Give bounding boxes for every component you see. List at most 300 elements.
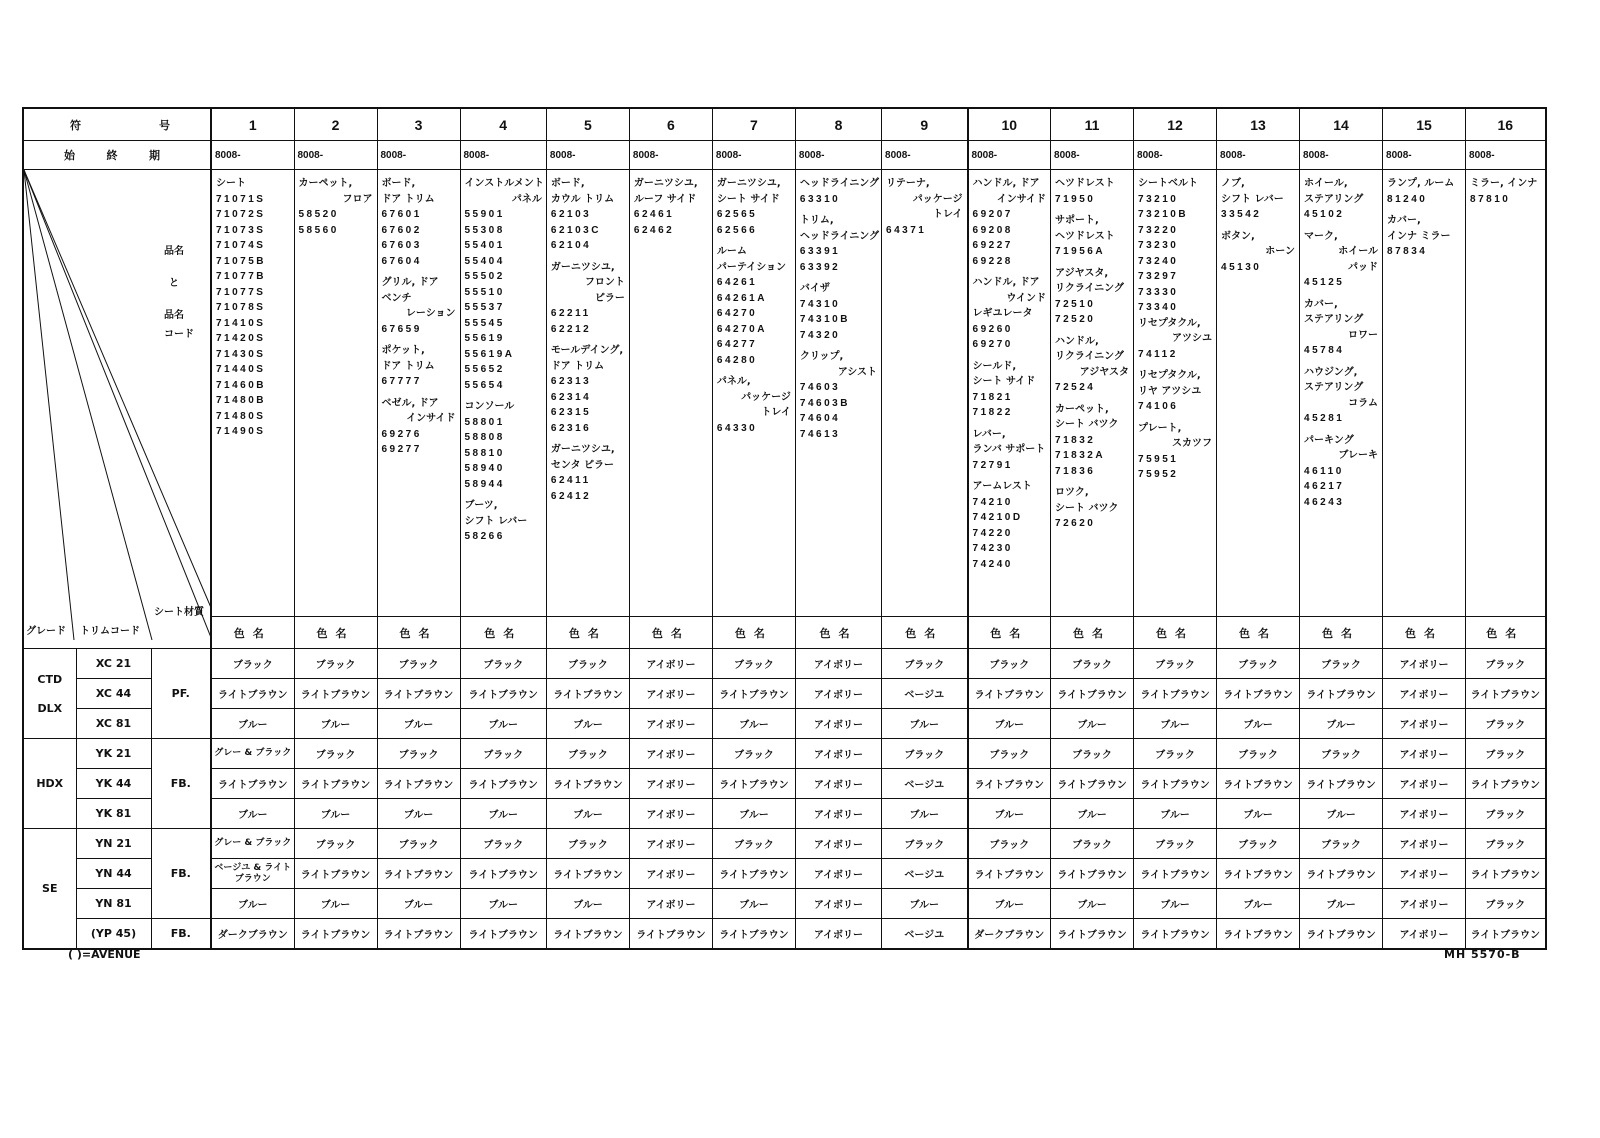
part-code: 71078S (216, 302, 266, 313)
color-cell: ブラック (712, 649, 795, 679)
trim-code-cell: YN 21 (76, 829, 151, 859)
part-name: ブーツ, (464, 500, 498, 511)
color-cell: ブラック (1051, 829, 1134, 859)
part-code: 67777 (381, 376, 422, 387)
part-code: 72510 (1055, 298, 1096, 310)
part-name: ブレーキ (1338, 450, 1379, 461)
part-code: 62565 (716, 209, 758, 220)
part-code: 55654 (464, 379, 505, 391)
part-code: 45784 (1304, 345, 1345, 356)
color-cell: アイボリー (629, 799, 712, 829)
part-code: 73297 (1138, 271, 1179, 282)
part-name: レバー, (972, 428, 1006, 440)
color-cell: ライトブラウン (1217, 679, 1300, 709)
and-label: と (169, 278, 179, 289)
color-cell: アイボリー (795, 859, 881, 889)
part-name: リセプタクル, (1138, 370, 1201, 381)
color-cell: ブルー (882, 799, 968, 829)
column-start-date: 8008- (968, 141, 1051, 170)
color-cell: ブラック (546, 739, 629, 769)
color-cell: ライトブラウン (460, 679, 546, 709)
column-number: 2 (294, 108, 377, 141)
color-cell: ブラック (1217, 829, 1300, 859)
trim-code-cell: XC 81 (76, 709, 151, 739)
color-name-header: 色名 (629, 617, 712, 649)
part-code: 71956A (1055, 246, 1106, 257)
avenue-note: ( )=AVENUE (68, 948, 141, 961)
color-cell: ブルー (1134, 709, 1217, 739)
color-cell: ブラック (1300, 739, 1383, 769)
color-cell: ライトブラウン (377, 679, 460, 709)
part-code: 55619 (464, 333, 505, 344)
part-name: リヤ アツシユ (1138, 385, 1202, 397)
part-code: 58266 (464, 531, 505, 542)
trim-row (23, 739, 1546, 769)
part-name: ドア トリム (381, 360, 435, 372)
color-cell: ベージユ (882, 769, 968, 799)
color-cell: アイボリー (629, 709, 712, 739)
part-code: 62212 (550, 323, 592, 335)
part-code: 71077S (216, 286, 266, 298)
part-code: 71460B (216, 379, 267, 391)
color-cell: ライトブラウン (1466, 919, 1546, 950)
color-name-header: 色名 (1134, 617, 1217, 649)
color-cell: ブルー (1300, 709, 1383, 739)
part-code: 73210B (1138, 209, 1189, 220)
color-cell: ブルー (712, 799, 795, 829)
part-code: 64270 (716, 308, 758, 319)
part-name: クリップ, (799, 351, 844, 362)
part-name: ハンドル, (1055, 335, 1099, 347)
period-label-1: 始 (64, 149, 75, 162)
part-code: 62462 (633, 224, 675, 236)
color-cell: ブラック (968, 649, 1051, 679)
period-label-2: 終 (106, 149, 118, 162)
part-code: 58940 (464, 463, 505, 474)
color-cell: ライトブラウン (712, 919, 795, 950)
part-name: ホーン (1265, 246, 1296, 257)
color-cell: ブルー (712, 709, 795, 739)
part-code: 72524 (1055, 382, 1096, 393)
part-name: パッケージ (912, 193, 963, 205)
part-name: ボード, (550, 178, 585, 189)
color-name-header: 色名 (460, 617, 546, 649)
trim-color-table (22, 107, 1547, 950)
color-cell: ライトブラウン (546, 679, 629, 709)
part-name: リセプタクル, (1138, 317, 1201, 329)
part-code: 74210D (972, 512, 1023, 523)
part-name: ドア トリム (550, 360, 605, 372)
part-code: 46110 (1304, 465, 1344, 477)
part-name: アツシユ (1172, 333, 1213, 344)
trim-row (23, 709, 1546, 739)
color-name-header: 色名 (294, 617, 377, 649)
part-code: 62566 (716, 224, 758, 236)
color-cell: ブラック (1466, 829, 1546, 859)
part-code: 72791 (972, 459, 1013, 471)
color-cell: ブラック (712, 739, 795, 769)
part-name: ガーニツシユ, (633, 178, 698, 189)
color-cell: ブラック (712, 829, 795, 859)
part-name: ベゼル, ドア (381, 397, 439, 409)
part-name: フロア (342, 193, 373, 205)
part-code: 71071S (216, 193, 266, 205)
part-name: シフト レバー (1221, 193, 1284, 205)
part-code: 62104 (550, 240, 592, 251)
color-cell: ライトブラウン (1217, 859, 1300, 889)
column-start-date: 8008- (546, 141, 629, 170)
corner-diagram (23, 170, 211, 649)
part-name: レーション (405, 308, 456, 319)
part-code: 69277 (381, 444, 422, 455)
column-start-date: 8008- (211, 141, 294, 170)
trim-code-cell: YK 81 (76, 799, 151, 829)
part-code: 71430S (216, 348, 266, 360)
color-cell: ライトブラウン (460, 919, 546, 950)
part-code: 62313 (550, 376, 592, 387)
sign-header (23, 108, 211, 141)
color-name-header: 色名 (211, 617, 294, 649)
trim-code-cell: YN 81 (76, 889, 151, 919)
part-code: 58808 (464, 432, 505, 443)
part-name: アジヤスタ, (1055, 267, 1109, 279)
part-code: 74613 (799, 428, 841, 440)
part-name: ボタン, (1221, 230, 1255, 242)
part-code: 73230 (1138, 240, 1179, 251)
part-name: ホイール, (1304, 178, 1348, 189)
column-start-date: 8008- (1217, 141, 1300, 170)
part-name: サポート, (1055, 215, 1099, 226)
part-code: 64371 (886, 224, 927, 236)
column-number: 7 (712, 108, 795, 141)
part-code: 75951 (1138, 453, 1179, 465)
part-name: アジヤスタ (1079, 366, 1130, 378)
sign-label-2: 号 (159, 118, 170, 132)
color-cell: アイボリー (629, 649, 712, 679)
trim-code-cell: YK 44 (76, 769, 151, 799)
part-name: シートベルト (1138, 178, 1199, 189)
part-name: コラム (1348, 397, 1379, 409)
part-code: 67601 (381, 209, 422, 220)
color-cell: アイボリー (629, 739, 712, 769)
color-cell: ライトブラウン (377, 919, 460, 950)
column-start-date: 8008- (1300, 141, 1383, 170)
color-cell: ブラック (1134, 649, 1217, 679)
part-name: ランプ, ルーム (1387, 178, 1455, 189)
color-cell: ライトブラウン (1051, 859, 1134, 889)
color-cell: ブルー (1300, 889, 1383, 919)
color-cell: アイボリー (795, 799, 881, 829)
color-cell: ライトブラウン (546, 919, 629, 950)
part-name: カーペット, (298, 178, 353, 189)
color-cell: ライトブラウン (1051, 919, 1134, 950)
color-cell: ブルー (546, 889, 629, 919)
color-cell: ライトブラウン (1300, 859, 1383, 889)
part-name: ボード, (381, 178, 416, 189)
color-name-header: 色名 (546, 617, 629, 649)
part-name: パッケージ (741, 391, 791, 403)
color-cell: ライトブラウン (1217, 919, 1300, 950)
part-code: 55545 (464, 317, 505, 329)
part-code: 62314 (550, 391, 592, 403)
color-cell: アイボリー (629, 859, 712, 889)
color-cell: アイボリー (629, 769, 712, 799)
trim-code-cell: XC 21 (76, 649, 151, 679)
color-cell: ブラック (294, 649, 377, 679)
part-code: 72520 (1055, 314, 1096, 325)
color-cell: ブルー (294, 799, 377, 829)
part-name: グリル, ドア (381, 277, 439, 288)
color-cell: ブラック (377, 739, 460, 769)
column-number: 5 (546, 108, 629, 141)
color-cell: ブラック (882, 739, 968, 769)
part-code: 58560 (298, 224, 339, 236)
part-code: 62316 (550, 422, 592, 434)
color-cell: アイボリー (795, 829, 881, 859)
part-name: シールド, (972, 360, 1017, 372)
part-name: ランバ サポート (972, 444, 1046, 455)
color-cell: ライトブラウン (1300, 679, 1383, 709)
part-code: 71480B (216, 395, 267, 406)
part-name: ハウジング, (1304, 366, 1358, 378)
trim-row (23, 919, 1546, 950)
color-cell: ブルー (460, 709, 546, 739)
parts-list (1217, 170, 1300, 617)
part-name: シート サイド (716, 193, 780, 205)
part-name: コンソール (464, 401, 515, 412)
column-start-date: 8008- (1383, 141, 1466, 170)
column-start-date: 8008- (1134, 141, 1217, 170)
color-cell: ブラック (294, 829, 377, 859)
part-code: 64330 (716, 422, 758, 434)
column-start-date: 8008- (377, 141, 460, 170)
part-name: リクライニング (1055, 351, 1124, 362)
color-cell: ベージユ & ライトブラウン (211, 859, 294, 889)
color-cell: ブルー (1217, 709, 1300, 739)
part-code: 45130 (1221, 261, 1262, 273)
color-name-header: 色名 (1051, 617, 1134, 649)
color-cell: ブルー (712, 889, 795, 919)
part-name: センタ ピラー (550, 459, 614, 471)
color-cell: ブルー (546, 799, 629, 829)
part-code: 74310 (799, 298, 841, 310)
part-code: 46243 (1304, 496, 1345, 508)
part-name: ロワー (1348, 329, 1379, 341)
color-cell: ブルー (968, 709, 1051, 739)
seat-material-cell: FB. (151, 829, 211, 919)
color-cell: アイボリー (629, 889, 712, 919)
color-cell: ブラック (1466, 889, 1546, 919)
color-cell: ブラック (1300, 649, 1383, 679)
color-cell: ライトブラウン (377, 769, 460, 799)
parts-list (460, 170, 546, 617)
parts-list (1383, 170, 1466, 617)
part-code: 71821 (972, 391, 1013, 403)
color-cell: ライトブラウン (968, 769, 1051, 799)
color-cell: ライトブラウン (712, 859, 795, 889)
seat-material-cell: PF. (151, 649, 211, 739)
part-code: 74603B (799, 397, 850, 409)
part-name: レギユレータ (972, 308, 1033, 319)
part-name: ノブ, (1221, 178, 1245, 189)
part-name: シフト レバー (464, 515, 528, 527)
part-name: ガーニツシユ, (550, 444, 615, 455)
part-name: ステアリング (1304, 314, 1364, 325)
color-cell: ブラック (460, 739, 546, 769)
part-name: モールデイング, (550, 345, 624, 356)
color-cell: ライトブラウン (1134, 769, 1217, 799)
color-cell: ブルー (1051, 709, 1134, 739)
part-name: シート バツク (1055, 502, 1119, 514)
part-code: 71073S (216, 224, 266, 236)
color-cell: アイボリー (1383, 679, 1466, 709)
color-cell: ライトブラウン (294, 919, 377, 950)
color-cell: ライトブラウン (377, 859, 460, 889)
color-cell: アイボリー (795, 709, 881, 739)
part-code: 67602 (381, 224, 422, 236)
part-name: ヘッドライニング (799, 230, 880, 242)
column-number: 14 (1300, 108, 1383, 141)
part-code: 73340 (1138, 302, 1179, 313)
color-cell: ベージユ (882, 919, 968, 950)
part-name: ホイール (1338, 246, 1379, 257)
part-code: 55652 (464, 364, 505, 375)
part-code: 74230 (972, 543, 1013, 554)
color-cell: ブラック (968, 739, 1051, 769)
column-number: 16 (1466, 108, 1546, 141)
column-start-date: 8008- (1466, 141, 1546, 170)
color-cell: ライトブラウン (460, 859, 546, 889)
part-name: プレート, (1138, 422, 1182, 434)
part-name: カーペット, (1055, 403, 1109, 415)
document-number: MH 5570-B (1444, 948, 1521, 961)
color-cell: ブルー (211, 709, 294, 739)
color-cell: ブルー (968, 799, 1051, 829)
color-cell: ベージユ (882, 859, 968, 889)
part-code: 45102 (1304, 209, 1345, 220)
part-code: 45281 (1304, 413, 1345, 424)
color-cell: ブラック (1466, 739, 1546, 769)
color-cell: ライトブラウン (1217, 769, 1300, 799)
part-name: パーテイション (716, 261, 787, 273)
trim-row (23, 829, 1546, 859)
part-code: 67603 (381, 240, 422, 251)
color-cell: ブルー (460, 889, 546, 919)
part-name: シート サイド (972, 376, 1036, 387)
part-name-label: 品名 (164, 246, 184, 257)
trim-row (23, 679, 1546, 709)
color-name-header: 色名 (968, 617, 1051, 649)
part-name: カウル トリム (550, 193, 615, 205)
color-cell: ブラック (1134, 739, 1217, 769)
part-code: 55404 (464, 255, 505, 267)
part-name-label-2: 品名 (164, 310, 184, 321)
color-cell: アイボリー (629, 829, 712, 859)
part-code: 74604 (799, 413, 841, 424)
column-number: 15 (1383, 108, 1466, 141)
column-start-date: 8008- (795, 141, 881, 170)
part-code: 55619A (464, 348, 515, 360)
part-name: ベンチ (381, 292, 412, 304)
color-cell: ブルー (882, 889, 968, 919)
part-code: 71950 (1055, 193, 1096, 205)
part-code: 62411 (550, 475, 591, 486)
part-code: 55502 (464, 271, 505, 282)
diagonal-lines-graphic (24, 170, 211, 640)
part-code: 63392 (799, 261, 841, 273)
part-name: シート (216, 178, 246, 189)
color-cell: ライトブラウン (294, 859, 377, 889)
color-cell: ライトブラウン (1134, 859, 1217, 889)
trim-code-cell: YN 44 (76, 859, 151, 889)
trim-row (23, 859, 1546, 889)
color-cell: ブラック (882, 829, 968, 859)
part-code: 64261 (716, 277, 758, 288)
color-name-header: 色名 (1217, 617, 1300, 649)
color-cell: アイボリー (1383, 769, 1466, 799)
part-name: ポケット, (381, 345, 425, 356)
part-name: ミラー, インナ (1470, 178, 1538, 189)
part-code: 87834 (1387, 246, 1428, 257)
part-code: 71410S (216, 317, 266, 329)
part-name: カバー, (1387, 215, 1421, 226)
part-code: 69207 (972, 209, 1013, 220)
part-code: 64280 (716, 354, 758, 366)
column-number: 12 (1134, 108, 1217, 141)
part-code: 64261A (716, 292, 767, 304)
part-code: 63391 (799, 246, 841, 257)
color-cell: ライトブラウン (1466, 679, 1546, 709)
part-code: 74106 (1138, 401, 1179, 412)
parts-list (1134, 170, 1217, 617)
color-cell: ライトブラウン (460, 769, 546, 799)
color-cell: ライトブラウン (629, 919, 712, 950)
part-name: ヘッドライニング (799, 178, 880, 189)
color-cell: ブルー (294, 889, 377, 919)
color-cell: ブラック (460, 829, 546, 859)
part-name: フロント (584, 277, 625, 288)
part-code: 69260 (972, 323, 1013, 335)
color-cell: ブラック (1051, 649, 1134, 679)
color-cell: ブラック (1300, 829, 1383, 859)
color-cell: アイボリー (1383, 829, 1466, 859)
part-code: 69276 (381, 428, 422, 440)
parts-list (294, 170, 377, 617)
color-cell: ブルー (1300, 799, 1383, 829)
sign-label-1: 符 (70, 118, 81, 132)
color-cell: アイボリー (795, 889, 881, 919)
code-label: コード (164, 329, 194, 340)
column-start-date: 8008- (460, 141, 546, 170)
part-code: 62315 (550, 407, 592, 418)
color-cell: ライトブラウン (712, 769, 795, 799)
part-name: ガーニツシユ, (716, 178, 781, 189)
part-code: 46217 (1304, 481, 1345, 492)
grade-cell: SE (23, 829, 76, 950)
color-cell: アイボリー (1383, 889, 1466, 919)
trim-code-cell: YK 21 (76, 739, 151, 769)
part-code: 71832 (1055, 434, 1096, 446)
color-name-header: 色名 (1466, 617, 1546, 649)
part-name: ウインド (1006, 292, 1047, 304)
grade-cell: HDX (23, 739, 76, 829)
part-name: インナ ミラー (1387, 230, 1451, 242)
part-name: ハンドル, ドア (972, 178, 1040, 189)
color-cell: ブルー (1217, 799, 1300, 829)
part-code: 74220 (972, 527, 1013, 539)
part-name: パッド (1348, 261, 1379, 273)
part-code: 71832A (1055, 450, 1106, 461)
